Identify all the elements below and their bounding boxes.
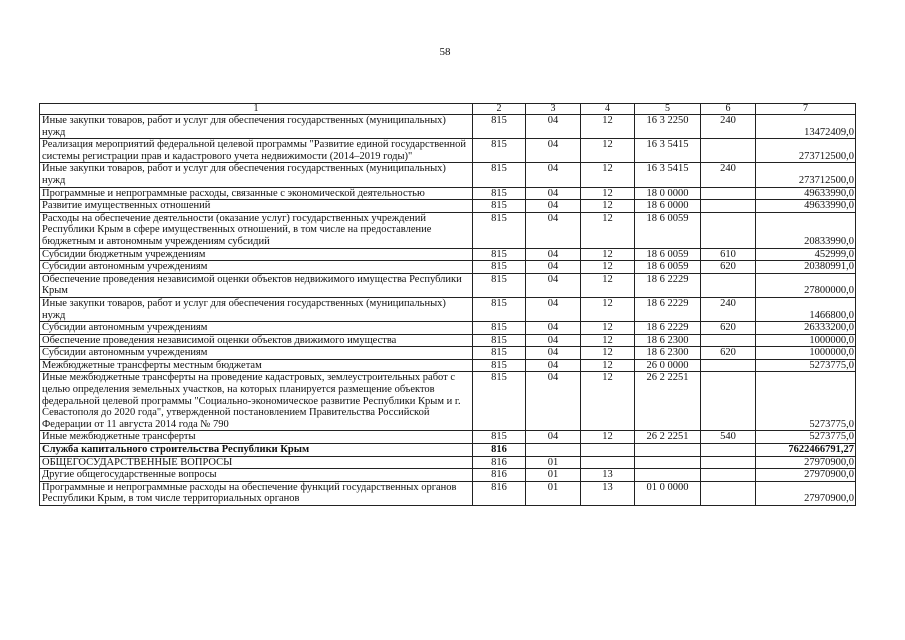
row-amount-cell: 5273775,0 — [756, 359, 856, 372]
row-code-cell: 816 — [473, 456, 526, 469]
row-code-cell: 815 — [473, 322, 526, 335]
row-name-cell: Реализация мероприятий федеральной целевой программы "Развитие единой государственной системы регистрации прав и кадастрового учета недвижимости (2014–2019 годы)" — [40, 139, 473, 163]
row-subsection-cell: 12 — [581, 115, 635, 139]
row-expense-type-cell: 240 — [701, 163, 756, 187]
row-section-cell: 04 — [526, 273, 581, 297]
table-row — [40, 248, 856, 261]
row-expense-type-cell — [701, 469, 756, 482]
row-subsection-cell: 12 — [581, 273, 635, 297]
row-name-cell: Иные закупки товаров, работ и услуг для обеспечения государственных (муниципальных) нужд — [40, 297, 473, 321]
row-section-cell: 04 — [526, 347, 581, 360]
row-target-cell: 26 2 2251 — [635, 372, 701, 431]
row-code-cell: 816 — [473, 444, 526, 457]
table-row — [40, 347, 856, 360]
row-subsection-cell: 12 — [581, 372, 635, 431]
row-section-cell: 04 — [526, 359, 581, 372]
row-subsection-cell: 12 — [581, 359, 635, 372]
table-row — [40, 115, 856, 139]
row-subsection-cell: 12 — [581, 212, 635, 248]
row-section-cell: 04 — [526, 322, 581, 335]
row-code-cell: 815 — [473, 212, 526, 248]
row-name-cell: Развитие имущественных отношений — [40, 200, 473, 213]
row-target-cell — [635, 456, 701, 469]
row-code-cell: 815 — [473, 347, 526, 360]
row-name-cell: Межбюджетные трансферты местным бюджетам — [40, 359, 473, 372]
row-code-cell: 815 — [473, 187, 526, 200]
table-row — [40, 139, 856, 163]
row-section-cell: 04 — [526, 297, 581, 321]
header-cell-4: 4 — [581, 104, 635, 115]
row-code-cell: 815 — [473, 261, 526, 274]
header-cell-2: 2 — [473, 104, 526, 115]
row-code-cell: 815 — [473, 297, 526, 321]
row-name-cell: Расходы на обеспечение деятельности (оказание услуг) государственных учреждений Республики Крым в сфере имущественных отношений, в том числе на предоставление бюджетным и автономным учреждениям субсидий — [40, 212, 473, 248]
row-subsection-cell: 12 — [581, 322, 635, 335]
table-row — [40, 334, 856, 347]
table-row — [40, 187, 856, 200]
row-subsection-cell: 12 — [581, 431, 635, 444]
row-amount-cell: 27970900,0 — [756, 456, 856, 469]
row-subsection-cell: 12 — [581, 139, 635, 163]
row-subsection-cell — [581, 444, 635, 457]
row-code-cell: 815 — [473, 115, 526, 139]
row-expense-type-cell: 620 — [701, 347, 756, 360]
table-row — [40, 212, 856, 248]
row-target-cell: 18 6 0059 — [635, 248, 701, 261]
row-section-cell: 04 — [526, 248, 581, 261]
row-name-cell: Иные закупки товаров, работ и услуг для обеспечения государственных (муниципальных) нужд — [40, 163, 473, 187]
row-subsection-cell: 12 — [581, 347, 635, 360]
table-row — [40, 469, 856, 482]
row-code-cell: 816 — [473, 481, 526, 505]
table-row — [40, 481, 856, 505]
row-amount-cell: 27800000,0 — [756, 273, 856, 297]
row-expense-type-cell — [701, 139, 756, 163]
header-cell-6: 6 — [701, 104, 756, 115]
row-subsection-cell: 12 — [581, 200, 635, 213]
row-expense-type-cell: 620 — [701, 322, 756, 335]
row-subsection-cell: 12 — [581, 163, 635, 187]
row-target-cell: 01 0 0000 — [635, 481, 701, 505]
row-amount-cell: 1000000,0 — [756, 334, 856, 347]
row-amount-cell: 1466800,0 — [756, 297, 856, 321]
row-expense-type-cell — [701, 372, 756, 431]
row-name-cell: Другие общегосударственные вопросы — [40, 469, 473, 482]
row-name-cell: Иные закупки товаров, работ и услуг для обеспечения государственных (муниципальных) нужд — [40, 115, 473, 139]
row-name-cell: Субсидии автономным учреждениям — [40, 261, 473, 274]
row-expense-type-cell — [701, 212, 756, 248]
row-expense-type-cell: 540 — [701, 431, 756, 444]
row-name-cell: Программные и непрограммные расходы на обеспечение функций государственных органов Республики Крым, в том числе территориальных органов — [40, 481, 473, 505]
row-amount-cell: 273712500,0 — [756, 163, 856, 187]
row-amount-cell: 49633990,0 — [756, 200, 856, 213]
header-row — [40, 104, 856, 115]
row-name-cell: Обеспечение проведения независимой оценки объектов движимого имущества — [40, 334, 473, 347]
row-section-cell — [526, 444, 581, 457]
row-target-cell: 18 6 2229 — [635, 273, 701, 297]
row-subsection-cell: 12 — [581, 261, 635, 274]
row-expense-type-cell — [701, 187, 756, 200]
row-amount-cell: 13472409,0 — [756, 115, 856, 139]
row-amount-cell: 5273775,0 — [756, 431, 856, 444]
row-expense-type-cell — [701, 200, 756, 213]
table-row — [40, 372, 856, 431]
row-amount-cell: 7622466791,27 — [756, 444, 856, 457]
row-amount-cell: 49633990,0 — [756, 187, 856, 200]
row-amount-cell: 20833990,0 — [756, 212, 856, 248]
row-code-cell: 815 — [473, 431, 526, 444]
row-expense-type-cell — [701, 481, 756, 505]
table-row — [40, 273, 856, 297]
row-name-cell: Обеспечение проведения независимой оценки объектов недвижимого имущества Республики Крым — [40, 273, 473, 297]
row-name-cell: ОБЩЕГОСУДАРСТВЕННЫЕ ВОПРОСЫ — [40, 456, 473, 469]
row-expense-type-cell: 240 — [701, 115, 756, 139]
row-section-cell: 01 — [526, 481, 581, 505]
header-cell-5: 5 — [635, 104, 701, 115]
row-section-cell: 01 — [526, 469, 581, 482]
row-section-cell: 04 — [526, 139, 581, 163]
row-code-cell: 815 — [473, 163, 526, 187]
row-target-cell: 18 6 2229 — [635, 322, 701, 335]
table-row — [40, 261, 856, 274]
row-target-cell: 18 6 0000 — [635, 200, 701, 213]
row-subsection-cell: 12 — [581, 297, 635, 321]
table-row — [40, 163, 856, 187]
row-name-cell: Иные межбюджетные трансферты на проведение кадастровых, землеустроительных работ с целью определения земельных участков, на которых планируется размещение объектов федеральной целевой программы "Социально-экономическое развитие Республики Крым и г. Севастополя до 2020 года", утвержденной постановлением Правительства Российской Федерации от 11 августа 2014 года № 790 — [40, 372, 473, 431]
row-code-cell: 815 — [473, 273, 526, 297]
row-section-cell: 04 — [526, 334, 581, 347]
row-name-cell: Субсидии автономным учреждениям — [40, 347, 473, 360]
row-section-cell: 04 — [526, 261, 581, 274]
row-amount-cell: 27970900,0 — [756, 481, 856, 505]
row-target-cell: 18 6 0059 — [635, 261, 701, 274]
table-row — [40, 444, 856, 457]
row-section-cell: 04 — [526, 187, 581, 200]
row-name-cell: Субсидии бюджетным учреждениям — [40, 248, 473, 261]
table-row — [40, 359, 856, 372]
row-subsection-cell: 13 — [581, 481, 635, 505]
row-section-cell: 04 — [526, 212, 581, 248]
row-target-cell: 16 3 5415 — [635, 163, 701, 187]
table-row — [40, 200, 856, 213]
row-subsection-cell: 12 — [581, 334, 635, 347]
row-code-cell: 815 — [473, 248, 526, 261]
row-section-cell: 04 — [526, 115, 581, 139]
row-target-cell: 18 6 2229 — [635, 297, 701, 321]
row-code-cell: 815 — [473, 372, 526, 431]
row-amount-cell: 26333200,0 — [756, 322, 856, 335]
row-target-cell: 18 6 0059 — [635, 212, 701, 248]
row-code-cell: 815 — [473, 139, 526, 163]
row-amount-cell: 20380991,0 — [756, 261, 856, 274]
row-expense-type-cell — [701, 359, 756, 372]
row-code-cell: 815 — [473, 334, 526, 347]
row-expense-type-cell — [701, 456, 756, 469]
budget-table — [39, 103, 856, 506]
table-row — [40, 456, 856, 469]
row-target-cell: 18 6 2300 — [635, 347, 701, 360]
row-target-cell: 26 2 2251 — [635, 431, 701, 444]
row-target-cell: 18 0 0000 — [635, 187, 701, 200]
header-cell-1: 1 — [40, 104, 473, 115]
row-section-cell: 01 — [526, 456, 581, 469]
row-target-cell: 16 3 2250 — [635, 115, 701, 139]
row-amount-cell: 5273775,0 — [756, 372, 856, 431]
table-row — [40, 322, 856, 335]
row-target-cell: 26 0 0000 — [635, 359, 701, 372]
row-amount-cell: 273712500,0 — [756, 139, 856, 163]
row-subsection-cell: 12 — [581, 187, 635, 200]
row-target-cell: 18 6 2300 — [635, 334, 701, 347]
header-cell-3: 3 — [526, 104, 581, 115]
row-code-cell: 815 — [473, 200, 526, 213]
row-name-cell: Служба капитального строительства Республики Крым — [40, 444, 473, 457]
table-row — [40, 431, 856, 444]
table-row — [40, 297, 856, 321]
row-expense-type-cell: 620 — [701, 261, 756, 274]
row-section-cell: 04 — [526, 200, 581, 213]
row-subsection-cell: 13 — [581, 469, 635, 482]
row-amount-cell: 452999,0 — [756, 248, 856, 261]
row-code-cell: 815 — [473, 359, 526, 372]
row-name-cell: Субсидии автономным учреждениям — [40, 322, 473, 335]
row-target-cell — [635, 444, 701, 457]
row-code-cell: 816 — [473, 469, 526, 482]
row-expense-type-cell — [701, 444, 756, 457]
row-section-cell: 04 — [526, 163, 581, 187]
row-subsection-cell: 12 — [581, 248, 635, 261]
row-subsection-cell — [581, 456, 635, 469]
row-amount-cell: 27970900,0 — [756, 469, 856, 482]
page-number: 58 — [439, 46, 451, 58]
row-section-cell: 04 — [526, 431, 581, 444]
row-expense-type-cell: 610 — [701, 248, 756, 261]
header-cell-7: 7 — [756, 104, 856, 115]
row-name-cell: Программные и непрограммные расходы, связанные с экономической деятельностью — [40, 187, 473, 200]
row-expense-type-cell: 240 — [701, 297, 756, 321]
row-expense-type-cell — [701, 334, 756, 347]
row-name-cell: Иные межбюджетные трансферты — [40, 431, 473, 444]
row-target-cell — [635, 469, 701, 482]
row-section-cell: 04 — [526, 372, 581, 431]
row-amount-cell: 1000000,0 — [756, 347, 856, 360]
row-target-cell: 16 3 5415 — [635, 139, 701, 163]
row-expense-type-cell — [701, 273, 756, 297]
